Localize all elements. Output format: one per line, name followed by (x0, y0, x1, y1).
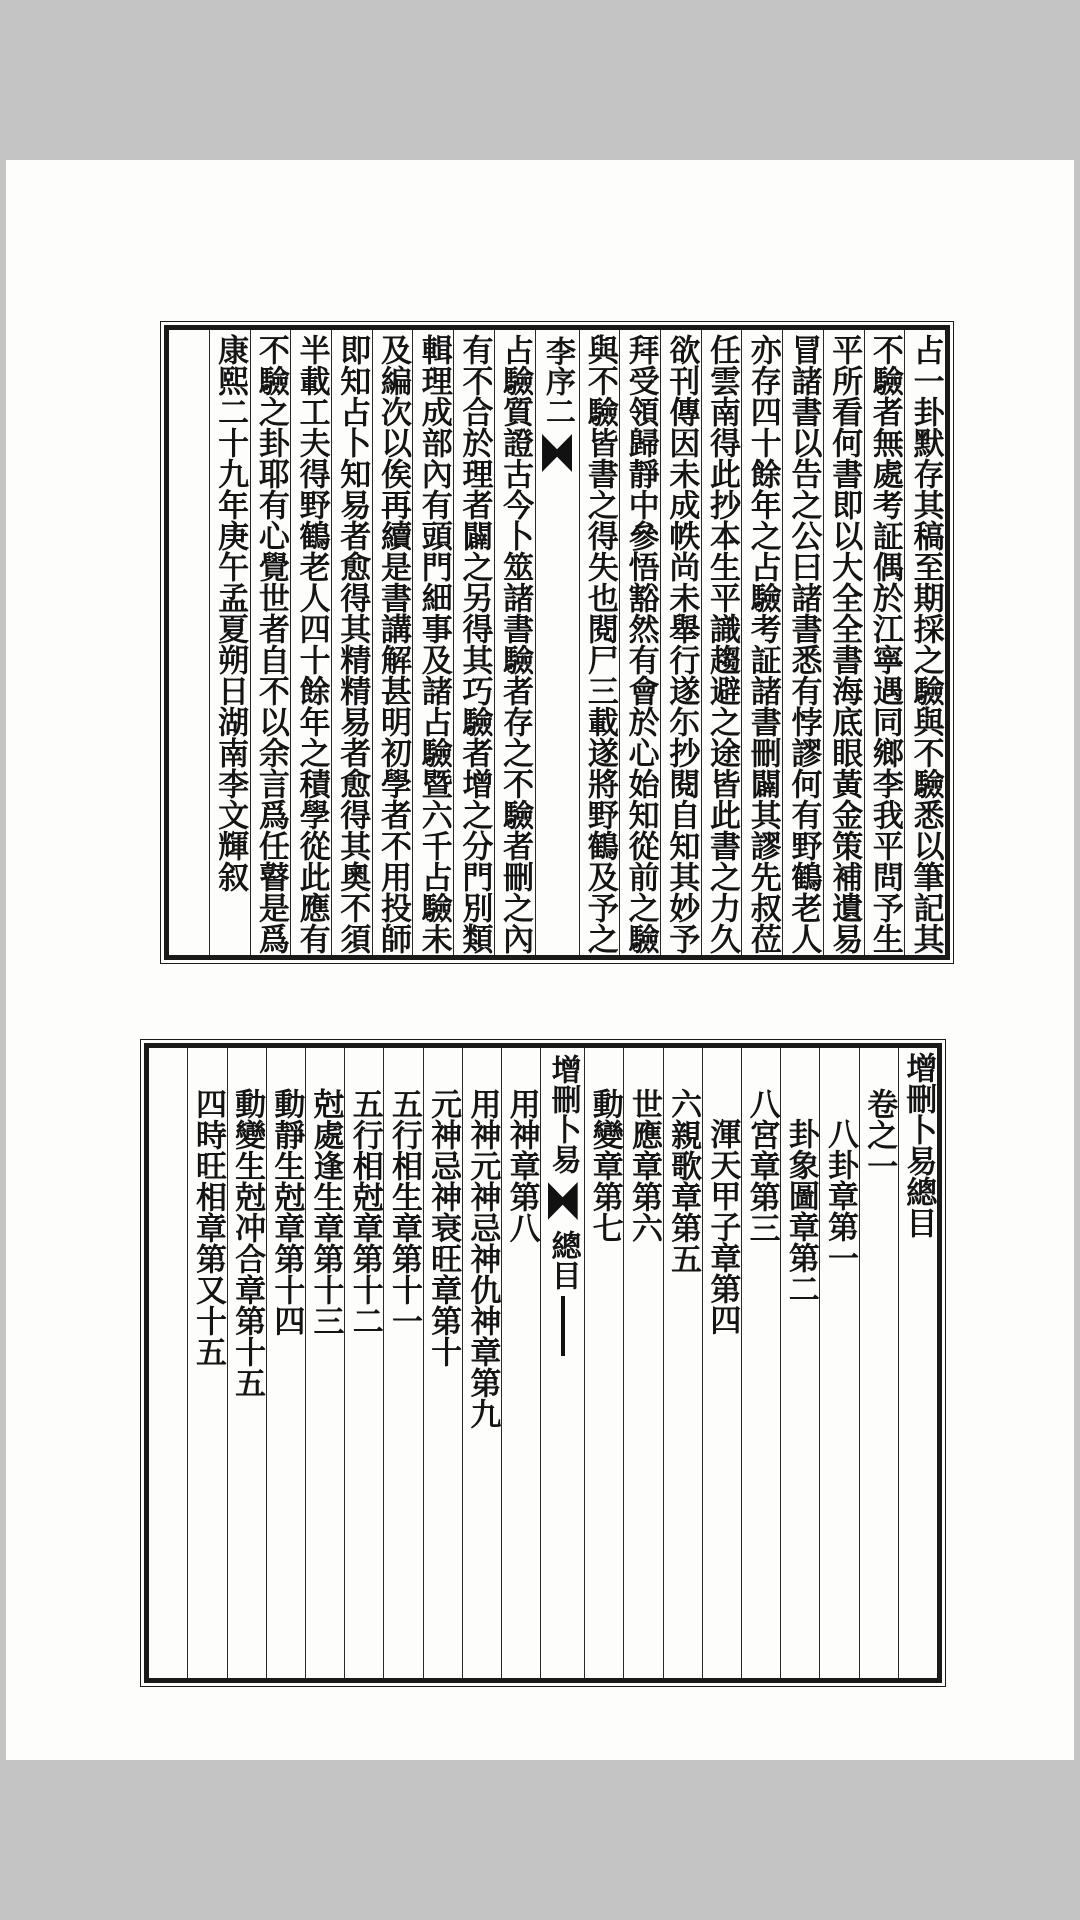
chapter-column: 八卦章第一 (819, 1048, 858, 1678)
chapter-column: 動變生尅冲合章第十五 (227, 1048, 266, 1678)
text-column: 欲刊傳因未成帙尚未舉行遂尓抄閱自知其妙予 (660, 330, 701, 955)
text-column (169, 330, 209, 955)
scanned-page (6, 160, 1074, 1760)
text-column: 康熙二十九年庚午孟夏朔日湖南李文輝叙 (209, 330, 250, 955)
chapter-column: 六親歌章第五 (663, 1048, 702, 1678)
fish-tail-mark-icon (548, 1182, 578, 1220)
chapter-column: 動變章第七 (584, 1048, 623, 1678)
contents-columns (149, 1048, 937, 1678)
fish-tail-mark-icon (542, 434, 572, 472)
center-margin (540, 1048, 584, 1678)
contents-page (144, 1043, 942, 1683)
text-column: 不驗者無處考証偶於江寧遇同鄉李我平問予生 (864, 330, 905, 955)
text-column: 占驗質證古今卜筮諸書驗者存之不驗者刪之內 (494, 330, 535, 955)
text-column: 平所看何書即以大全全書海底眼黃金策補遺易 (823, 330, 864, 955)
text-column: 亦存四十餘年之占驗考証諸書刪闢其謬先叔莅 (741, 330, 782, 955)
text-column: 半載工夫得野鶴老人四十餘年之積學從此應有 (290, 330, 331, 955)
margin-rule-mark (561, 1296, 565, 1356)
text-column: 即知占卜知易者愈得其精精易者愈得其奧不須 (331, 330, 372, 955)
chapter-column: 世應章第六 (623, 1048, 662, 1678)
text-column: 輯理成部內有頭門細事及諸占驗暨六千占驗未 (412, 330, 453, 955)
center-margin (535, 330, 579, 955)
chapter-column: 尅處逢生章第十三 (305, 1048, 344, 1678)
text-column: 及編次以俟再續是書講解甚明初學者不用投師 (372, 330, 413, 955)
chapter-column: 四時旺相章第又十五 (187, 1048, 226, 1678)
text-column: 拜受領歸靜中參悟豁然有會於心始知從前之驗 (619, 330, 660, 955)
text-column: 與不驗皆書之得失也閱尸三載遂將野鶴及予之 (579, 330, 620, 955)
text-column: 占一卦默存其稿至期採之驗與不驗悉以筆記其 (904, 330, 945, 955)
volume-column: 卷之一 (859, 1048, 898, 1678)
chapter-column: 五行相尅章第十二 (344, 1048, 383, 1678)
contents-heading-column: 增刪卜易總目 (898, 1048, 937, 1678)
chapter-column: 八宮章第三 (741, 1048, 780, 1678)
margin-title: 增刪卜易 (545, 1054, 581, 1174)
empty-column (149, 1048, 187, 1678)
text-column: 有不合於理者闢之另得其巧驗者增之分門別類 (453, 330, 494, 955)
preface-columns (169, 330, 945, 955)
chapter-column: 用神元神忌神仇神章第九 (462, 1048, 501, 1678)
chapter-column: 元神忌神衰旺章第十 (423, 1048, 462, 1678)
preface-page (164, 325, 950, 960)
chapter-column: 渾天甲子章第四 (702, 1048, 741, 1678)
text-column: 任雲南得此抄本生平識趨避之途皆此書之力久 (701, 330, 742, 955)
margin-title: 李序 (540, 336, 576, 396)
page-number: 二 (540, 396, 576, 426)
text-column: 不驗之卦耶有心覺世者自不以余言爲任瞽是爲 (250, 330, 291, 955)
chapter-column: 動靜生尅章第十四 (266, 1048, 305, 1678)
chapter-column: 五行相生章第十一 (383, 1048, 422, 1678)
chapter-column: 用神章第八 (501, 1048, 540, 1678)
chapter-column: 卦象圖章第二 (780, 1048, 819, 1678)
margin-section-label: 總目 (545, 1230, 581, 1290)
text-column: 冒諸書以告之公曰諸書悉有悖謬何有野鶴老人 (782, 330, 823, 955)
